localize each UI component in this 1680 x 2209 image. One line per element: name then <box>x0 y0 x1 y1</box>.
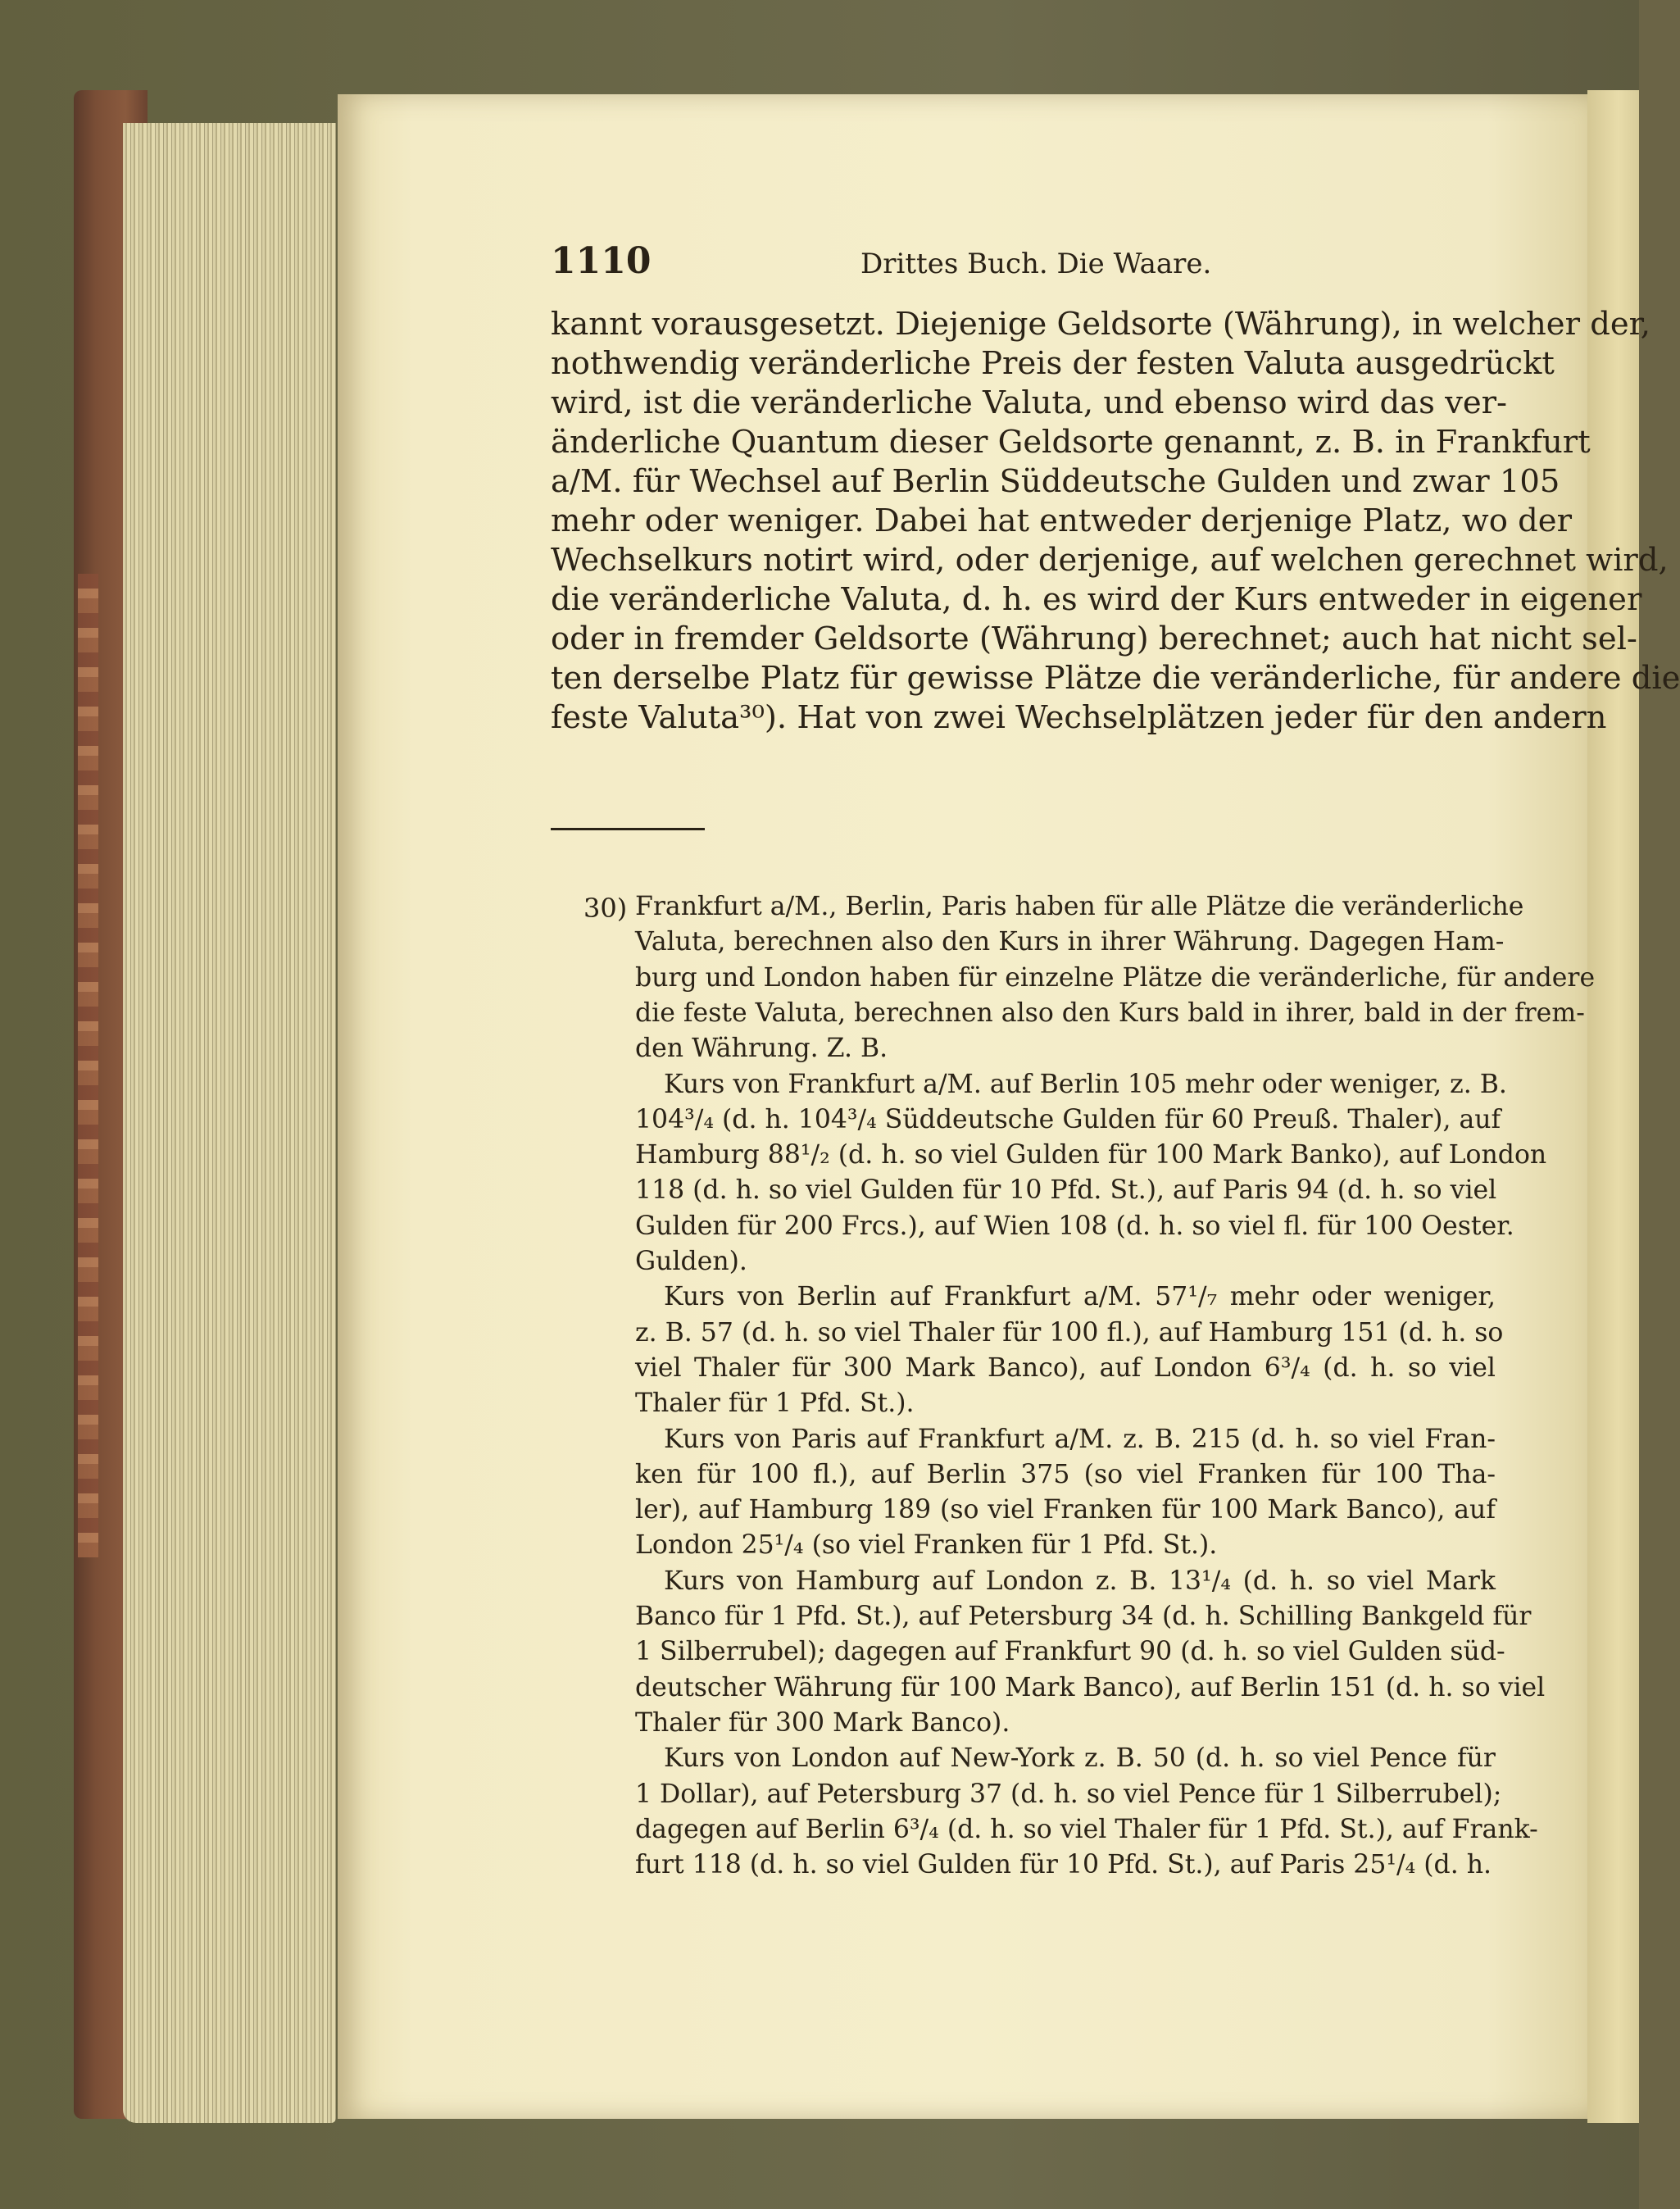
footnote-marker: 30) <box>583 893 628 924</box>
footnote-line: 118 (d. h. so viel Gulden für 10 Pfd. St.), auf Paris 94 (d. h. so viel <box>635 1175 1497 1206</box>
body-line: kannt vorausgesetzt. Diejenige Geldsorte (Währung), in welcher der, <box>551 306 1651 343</box>
body-line: oder in fremder Geldsorte (Währung) berechnet; auch hat nicht sel- <box>551 620 1637 657</box>
footnote-line: dagegen auf Berlin 6³/₄ (d. h. so viel Thaler für 1 Pfd. St.), auf Frank- <box>635 1814 1538 1844</box>
footnote-line: London 25¹/₄ (so viel Franken für 1 Pfd. St.). <box>635 1530 1218 1561</box>
body-line: feste Valuta³⁰). Hat von zwei Wechselplätzen jeder für den andern <box>551 699 1607 736</box>
footnote-line: Kurs von Hamburg auf London z. B. 13¹/₄ (d. h. so viel Mark <box>664 1566 1496 1596</box>
body-line: a/M. für Wechsel auf Berlin Süddeutsche Gulden und zwar 105 <box>551 463 1560 500</box>
body-line: wird, ist die veränderliche Valuta, und ebenso wird das ver- <box>551 384 1508 421</box>
footnote-line: Gulden für 200 Frcs.), auf Wien 108 (d. h. so viel fl. für 100 Oester. <box>635 1211 1514 1241</box>
footnote-line: den Währung. Z. B. <box>635 1034 888 1064</box>
footnote-line: Kurs von Paris auf Frankfurt a/M. z. B. 215 (d. h. so viel Fran- <box>664 1424 1496 1454</box>
footnote-line: ler), auf Hamburg 189 (so viel Franken für 100 Mark Banco), auf <box>635 1495 1496 1525</box>
footnote-line: deutscher Währung für 100 Mark Banco), auf Berlin 151 (d. h. so viel <box>635 1672 1546 1702</box>
footnote-line: viel Thaler für 300 Mark Banco), auf London 6³/₄ (d. h. so viel <box>635 1352 1496 1383</box>
footnote-line: Thaler für 300 Mark Banco). <box>635 1707 1010 1738</box>
footnote-line: Kurs von London auf New-York z. B. 50 (d. h. so viel Pence für <box>664 1743 1496 1774</box>
footnote-line: Banco für 1 Pfd. St.), auf Petersburg 34 (d. h. Schilling Bankgeld für <box>635 1602 1532 1631</box>
running-title: Drittes Buch. Die Waare. <box>860 248 1212 280</box>
footnote-rule <box>551 828 705 830</box>
body-line: ten derselbe Platz für gewisse Plätze die veränderliche, für andere die <box>551 660 1680 697</box>
footnote-line: Kurs von Berlin auf Frankfurt a/M. 57¹/₇ mehr oder weniger, <box>664 1282 1496 1312</box>
page-number: 1110 <box>551 240 652 282</box>
footnote-line: Gulden). <box>635 1247 747 1276</box>
footnote-line: Frankfurt a/M., Berlin, Paris haben für alle Plätze die veränderliche <box>635 892 1524 921</box>
footnote-line: Hamburg 88¹/₂ (d. h. so viel Gulden für 100 Mark Banko), auf London <box>635 1140 1547 1170</box>
footnote-line: ken für 100 fl.), auf Berlin 375 (so viel Franken für 100 Tha- <box>635 1459 1496 1489</box>
footnote-line: Thaler für 1 Pfd. St.). <box>635 1389 915 1419</box>
footnote-line: die feste Valuta, berechnen also den Kurs bald in ihrer, bald in der frem- <box>635 998 1585 1028</box>
body-line: nothwendig veränderliche Preis der festen Valuta ausgedrückt <box>551 345 1555 382</box>
footnote-line: z. B. 57 (d. h. so viel Thaler für 100 fl.), auf Hamburg 151 (d. h. so <box>635 1317 1504 1348</box>
footnote-line: furt 118 (d. h. so viel Gulden für 10 Pfd. St.), auf Paris 25¹/₄ (d. h. <box>635 1850 1492 1880</box>
footnote-line: 1 Silberrubel); dagegen auf Frankfurt 90 (d. h. so viel Gulden süd- <box>635 1637 1505 1667</box>
body-line: Wechselkurs notirt wird, oder derjenige, auf welchen gerechnet wird, <box>551 542 1669 579</box>
footnote-line: 1 Dollar), auf Petersburg 37 (d. h. so viel Pence für 1 Silberrubel); <box>635 1779 1502 1809</box>
footnote-line: Kurs von Frankfurt a/M. auf Berlin 105 mehr oder weniger, z. B. <box>664 1069 1507 1099</box>
body-line: die veränderliche Valuta, d. h. es wird der Kurs entweder in eigener <box>551 581 1642 618</box>
body-line: änderliche Quantum dieser Geldsorte genannt, z. B. in Frankfurt <box>551 424 1591 461</box>
body-line: mehr oder weniger. Dabei hat entweder derjenige Platz, wo der <box>551 502 1572 539</box>
footnote-line: 104³/₄ (d. h. 104³/₄ Süddeutsche Gulden für 60 Preuß. Thaler), auf <box>635 1104 1501 1134</box>
footnote-line: burg und London haben für einzelne Plätze die veränderliche, für andere <box>635 962 1596 993</box>
footnote-line: Valuta, berechnen also den Kurs in ihrer Währung. Dagegen Ham- <box>635 927 1505 957</box>
